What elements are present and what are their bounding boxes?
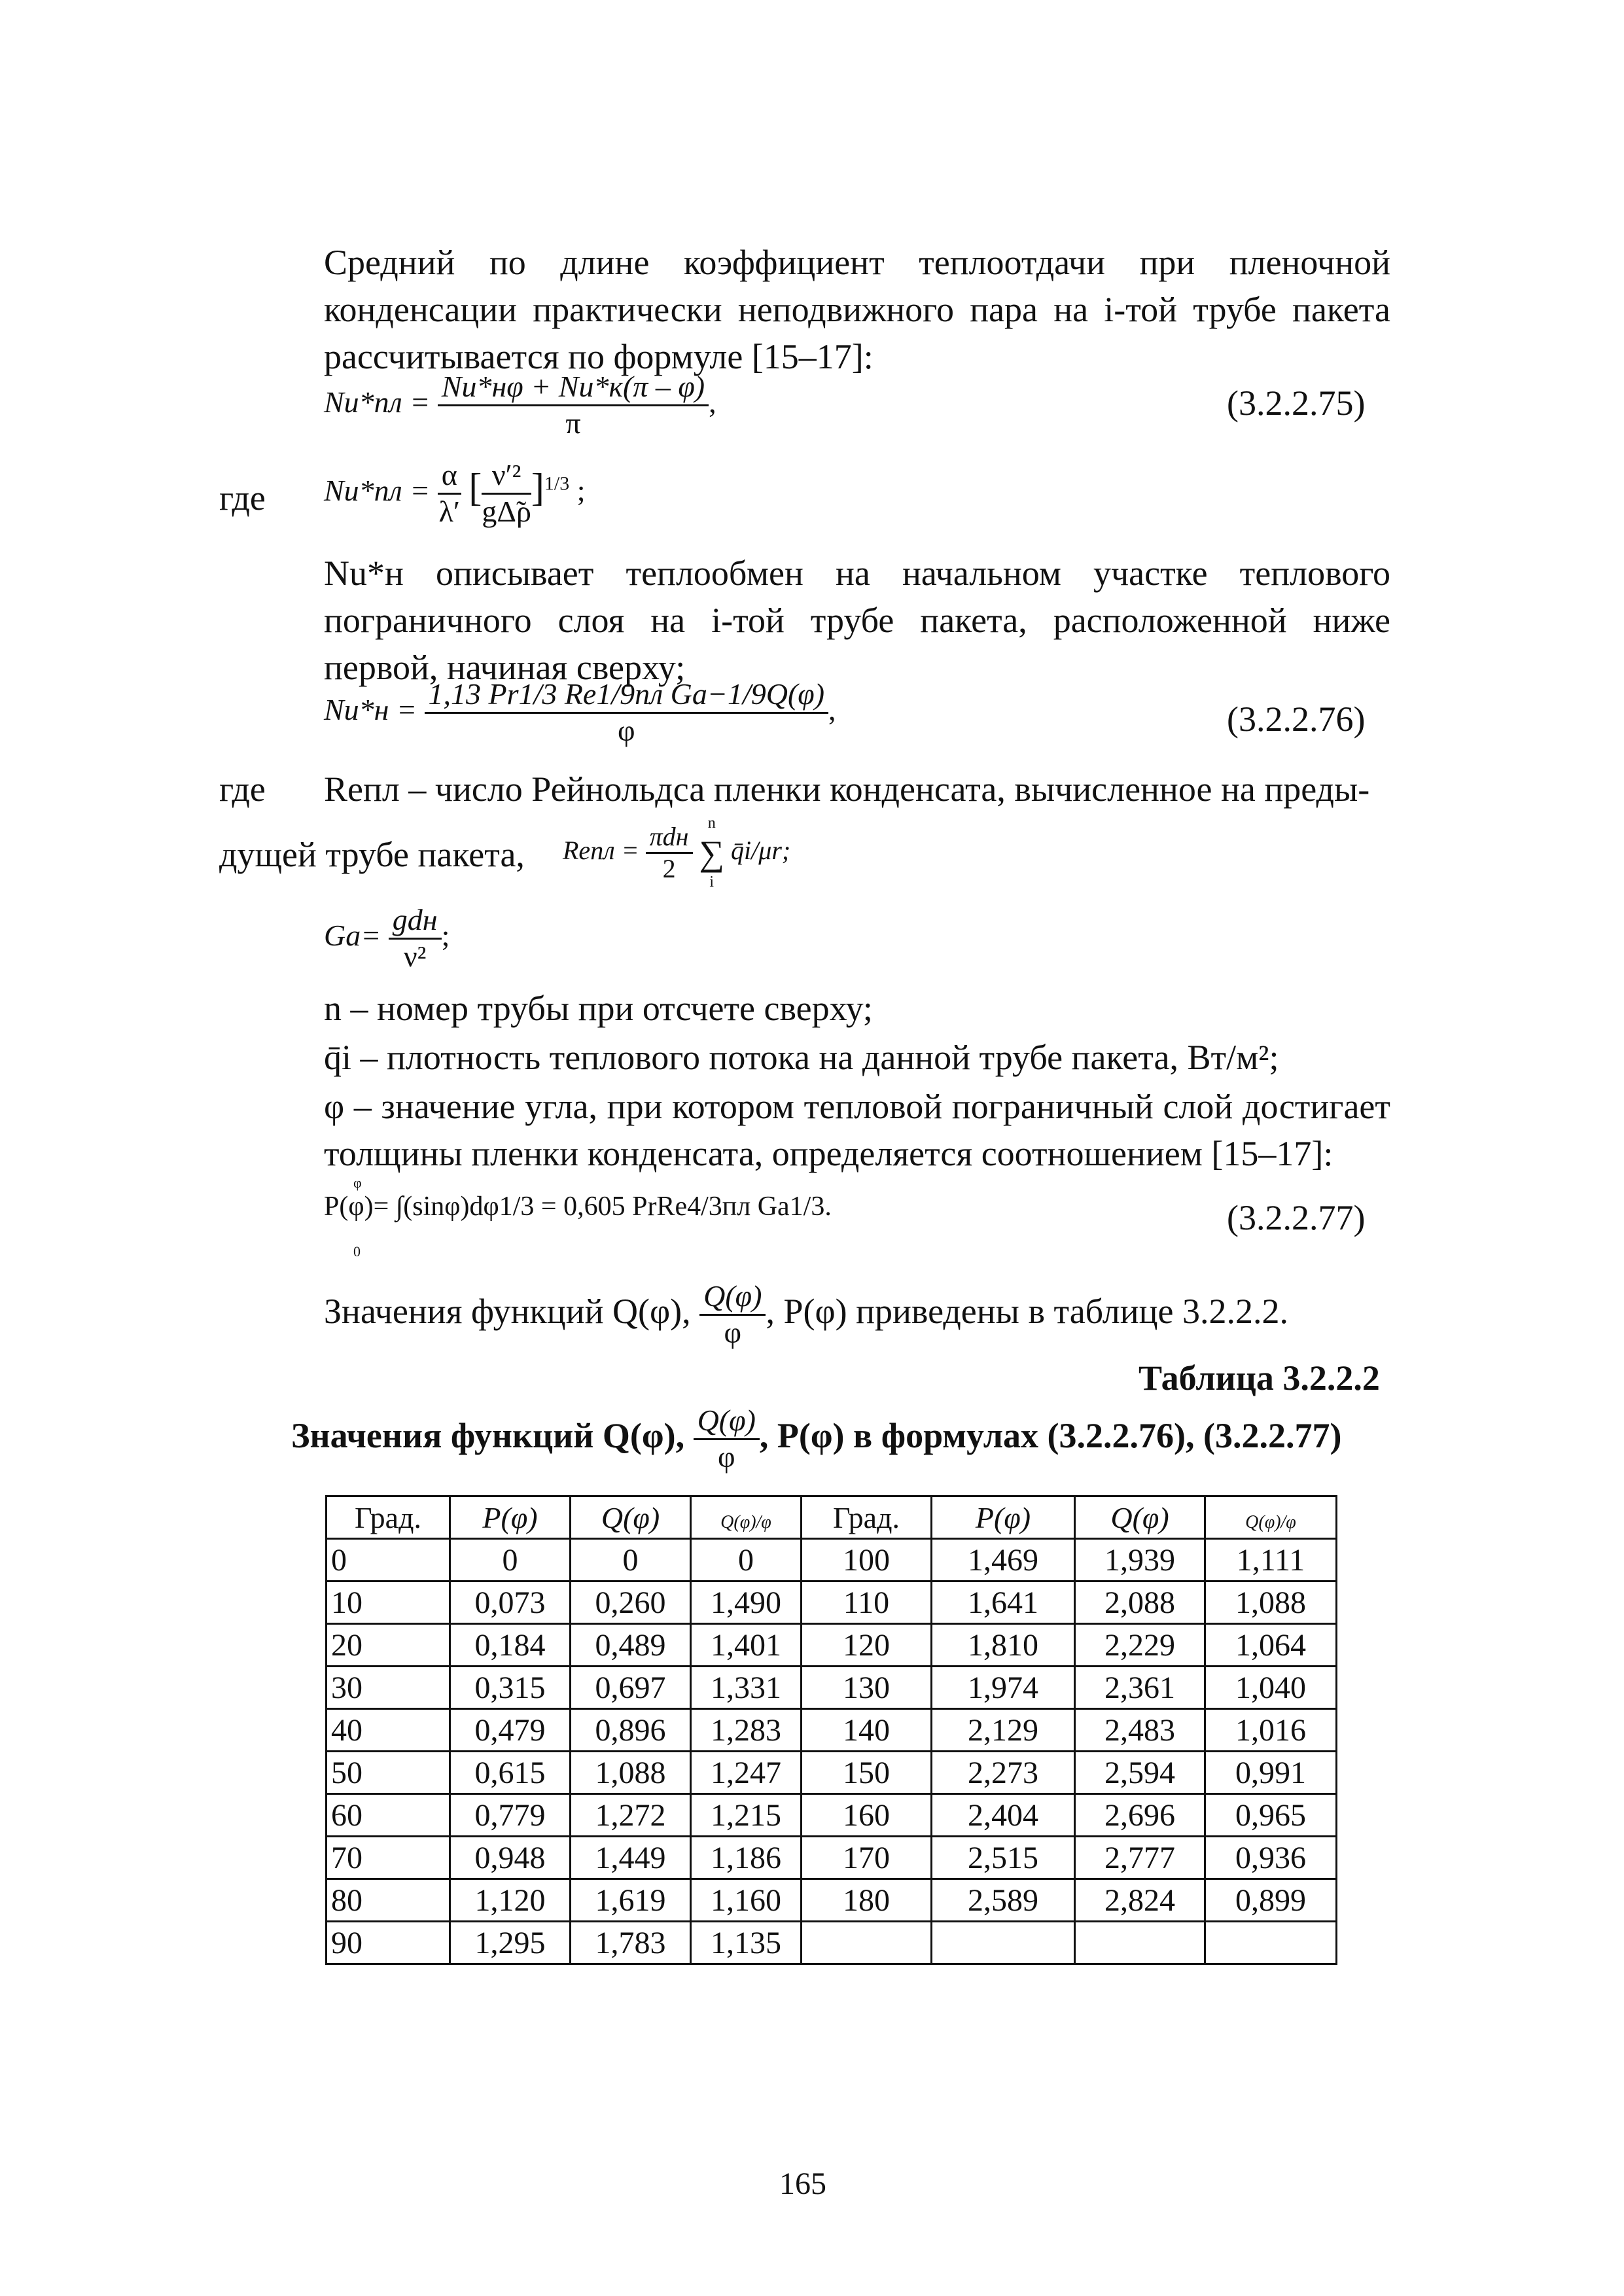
table-row xyxy=(327,1752,1337,1794)
header-q: Q(φ) xyxy=(571,1496,691,1539)
table-cell: 60 xyxy=(327,1794,450,1837)
table-cell: 0,479 xyxy=(450,1709,571,1752)
ga-formula: Ga= $\frac{\text{gdн}}{\text{ν²}}$ ; xyxy=(324,903,450,973)
table-cell: 0,936 xyxy=(1205,1837,1337,1879)
header-q-over-phi: Q(φ)/φ xyxy=(691,1496,802,1539)
table-cell: 180 xyxy=(802,1879,932,1922)
header-p: P(φ) xyxy=(450,1496,571,1539)
equation-nu-pl: Nu*пл = $\frac{\alpha}{\lambda'}$ [ $\frac{\text{ν′²}}{g\Deltã\rho}$ ]$^{1/3}$ ; xyxy=(324,458,586,528)
q-definition: q̄i – плотность теплового потока на данной трубе пакета, Вт/м²; xyxy=(324,1038,1279,1077)
table-cell: 130 xyxy=(802,1667,932,1709)
table-cell: 0,991 xyxy=(1205,1752,1337,1794)
table-row xyxy=(327,1539,1337,1581)
phi-definition: φ – значение угла, при котором тепловой пограничный слой достигает толщины пленки конденсата, определяется соотношением [15–17]: xyxy=(324,1087,1390,1173)
table-cell: 0,697 xyxy=(571,1667,691,1709)
table-cell: 30 xyxy=(327,1667,450,1709)
table-cell: 0 xyxy=(450,1539,571,1581)
table-cell: 1,469 xyxy=(932,1539,1075,1581)
equation-number-77: (3.2.2.77) xyxy=(1227,1198,1366,1237)
page-number: 165 xyxy=(779,2166,826,2201)
table-cell: 2,129 xyxy=(932,1709,1075,1752)
n-definition: n – номер трубы при отсчете сверху; xyxy=(324,989,873,1028)
table-cell: 1,186 xyxy=(691,1837,802,1879)
table-cell: 0,489 xyxy=(571,1624,691,1667)
equation-number-75: (3.2.2.75) xyxy=(1227,383,1366,423)
table-cell: 1,295 xyxy=(450,1922,571,1964)
table-cell: 2,404 xyxy=(932,1794,1075,1837)
header-p-2: P(φ) xyxy=(932,1496,1075,1539)
where-label-2: где xyxy=(219,769,266,809)
table-cell xyxy=(802,1922,932,1964)
equation-75: Nu*пл = $\frac{Nu*н\varphi + Nu*к(\pi - \varphi)}{\pi}$ , xyxy=(324,370,716,440)
header-grad-2: Град. xyxy=(802,1496,932,1539)
table-cell: 2,777 xyxy=(1075,1837,1205,1879)
table-row xyxy=(327,1922,1337,1964)
table-cell: 10 xyxy=(327,1581,450,1624)
table-cell: 0 xyxy=(691,1539,802,1581)
table-cell: 1,283 xyxy=(691,1709,802,1752)
table-cell: 1,449 xyxy=(571,1837,691,1879)
table-cell: 2,483 xyxy=(1075,1709,1205,1752)
table-cell: 100 xyxy=(802,1539,932,1581)
table-cell: 110 xyxy=(802,1581,932,1624)
table-cell: 2,589 xyxy=(932,1879,1075,1922)
table-cell: 1,247 xyxy=(691,1752,802,1794)
table-cell: 0,779 xyxy=(450,1794,571,1837)
table-label: Таблица 3.2.2.2 xyxy=(1139,1358,1380,1398)
table-cell: 1,490 xyxy=(691,1581,802,1624)
equation-number-76: (3.2.2.76) xyxy=(1227,699,1366,739)
table-cell: 20 xyxy=(327,1624,450,1667)
table-cell: 80 xyxy=(327,1879,450,1922)
table-cell: 150 xyxy=(802,1752,932,1794)
table-cell: 1,783 xyxy=(571,1922,691,1964)
header-grad: Град. xyxy=(327,1496,450,1539)
header-q-2: Q(φ) xyxy=(1075,1496,1205,1539)
table-cell: 1,939 xyxy=(1075,1539,1205,1581)
table-cell: 1,064 xyxy=(1205,1624,1337,1667)
table-title: Значения функций Q(φ), $\frac{Q(\varphi)}{\varphi}$ , P(φ) в формулах (3.2.2.76), (3.2.2.77) xyxy=(291,1404,1342,1474)
table-cell: 0,965 xyxy=(1205,1794,1337,1837)
table-row xyxy=(327,1794,1337,1837)
table-cell: 2,594 xyxy=(1075,1752,1205,1794)
equation-76: Nu*н = $\frac{\text{1,13 Pr1/3 Re1/9пл Ga−1/9Q(φ)}}{\varphi}$ , xyxy=(324,677,836,747)
nu-n-description: Nu*н описывает теплообмен на начальном участке теплового пограничного слоя на i-той трубе пакета, расположенной ниже первой, начиная сверху; xyxy=(324,554,1390,687)
table-cell: 1,619 xyxy=(571,1879,691,1922)
table-cell: 2,696 xyxy=(1075,1794,1205,1837)
table-row xyxy=(327,1879,1337,1922)
values-sentence: Значения функций Q(φ), $\frac{Q(\varphi)}{\varphi}$ , P(φ) приведены в таблице 3.2.2.2. xyxy=(324,1279,1289,1349)
table-cell: 0,315 xyxy=(450,1667,571,1709)
table-cell: 0,615 xyxy=(450,1752,571,1794)
table-row xyxy=(327,1581,1337,1624)
table-cell: 2,088 xyxy=(1075,1581,1205,1624)
table-cell: 120 xyxy=(802,1624,932,1667)
table-cell: 1,810 xyxy=(932,1624,1075,1667)
table-cell: 1,272 xyxy=(571,1794,691,1837)
table-cell: 40 xyxy=(327,1709,450,1752)
table-row xyxy=(327,1624,1337,1667)
table-cell: 70 xyxy=(327,1837,450,1879)
equation-77: P(φ)= ∫(sinφ)dφ1/3 = 0,605 PrRe4/3пл Ga1/3. xyxy=(324,1192,832,1222)
table-row xyxy=(327,1709,1337,1752)
table-cell: 1,088 xyxy=(571,1752,691,1794)
table-row xyxy=(327,1837,1337,1879)
header-q-over-phi-2: Q(φ)/φ xyxy=(1205,1496,1337,1539)
intro-paragraph: Средний по длине коэффициент теплоотдачи при пленочной конденсации практически неподвижного пара на i-той трубе пакета рассчитывается по формуле [15–17]: xyxy=(324,243,1390,376)
table-cell: 2,361 xyxy=(1075,1667,1205,1709)
table-cell: 0,184 xyxy=(450,1624,571,1667)
table-cell: 1,974 xyxy=(932,1667,1075,1709)
table-cell xyxy=(1075,1922,1205,1964)
table-cell: 2,824 xyxy=(1075,1879,1205,1922)
table-cell: 0 xyxy=(571,1539,691,1581)
values-table xyxy=(325,1495,1337,1965)
table-cell: 50 xyxy=(327,1752,450,1794)
table-cell xyxy=(932,1922,1075,1964)
table-cell: 2,273 xyxy=(932,1752,1075,1794)
table-cell: 1,215 xyxy=(691,1794,802,1837)
table-cell: 0 xyxy=(327,1539,450,1581)
table-cell: 0,899 xyxy=(1205,1879,1337,1922)
re-formula: Reпл = $\frac{\text{πdн}}{2}$ n ∑ i q̄i/μr; xyxy=(563,815,791,891)
table-cell: 0,948 xyxy=(450,1837,571,1879)
table-cell: 1,401 xyxy=(691,1624,802,1667)
table-cell: 0,073 xyxy=(450,1581,571,1624)
table-header-row xyxy=(327,1496,1337,1539)
re-definition-continued: дущей трубе пакета, xyxy=(219,835,525,874)
table-cell: 1,016 xyxy=(1205,1709,1337,1752)
integral-lower-limit: 0 xyxy=(353,1243,361,1260)
table-cell: 1,160 xyxy=(691,1879,802,1922)
table-cell: 2,515 xyxy=(932,1837,1075,1879)
re-definition: Reпл – число Рейнольдса пленки конденсата, вычисленное на преды- xyxy=(324,769,1370,809)
integral-upper-limit: φ xyxy=(353,1174,362,1191)
table-cell: 1,040 xyxy=(1205,1667,1337,1709)
table-row xyxy=(327,1667,1337,1709)
table-cell: 0,260 xyxy=(571,1581,691,1624)
table-cell: 1,111 xyxy=(1205,1539,1337,1581)
table-cell: 2,229 xyxy=(1075,1624,1205,1667)
table-cell xyxy=(1205,1922,1337,1964)
table-cell: 90 xyxy=(327,1922,450,1964)
table-cell: 170 xyxy=(802,1837,932,1879)
table-cell: 1,135 xyxy=(691,1922,802,1964)
table-cell: 0,896 xyxy=(571,1709,691,1752)
table-cell: 1,088 xyxy=(1205,1581,1337,1624)
where-label-1: где xyxy=(219,478,266,518)
table-cell: 1,120 xyxy=(450,1879,571,1922)
table-cell: 1,641 xyxy=(932,1581,1075,1624)
table-cell: 160 xyxy=(802,1794,932,1837)
table-cell: 1,331 xyxy=(691,1667,802,1709)
table-cell: 140 xyxy=(802,1709,932,1752)
